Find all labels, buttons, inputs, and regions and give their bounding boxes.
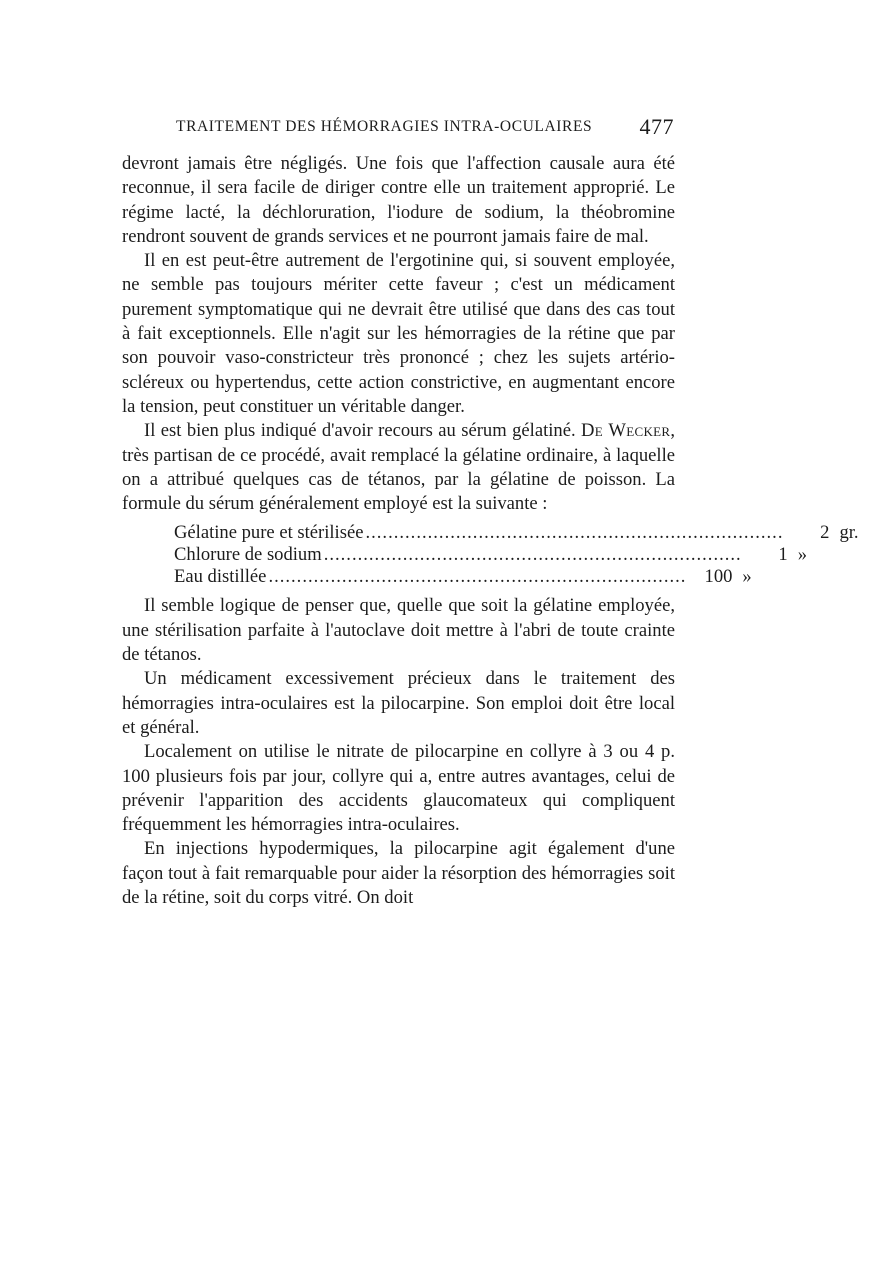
formula-ingredient: Chlorure de sodium [174,544,322,566]
paragraph-serum-gelatine [122,419,675,516]
page-number: 477 [639,114,674,139]
formula-row [174,544,807,566]
paragraph-continued: devront jamais être négligés. Une fois que l'affection causale aura été reconnue, il sera facile de diriger contre elle un traitement approprié. Le régime lacté, la déchloruration, l'iodure de sodium, la théobromine rendront souvent de grands services et ne pourront jamais faire de mal. [122,153,675,247]
formula-unit: » [742,566,752,588]
paragraph-injections: En injections hypodermiques, la pilocarpine agit également d'une façon tout à fait remarquable pour aider la résorption des hémorragies soit de la rétine, soit du corps vitré. On doit [122,838,675,909]
formula-row [174,566,752,588]
formula-quantity: 1 [778,544,788,566]
formula-quantity: 100 [704,566,733,588]
formula-quantity: 2 [820,522,830,544]
serum-formula [174,522,859,588]
formula-unit: gr. [839,522,859,544]
formula-ingredient: Gélatine pure et stérilisée [174,522,364,544]
body-text [122,152,859,910]
paragraph-sterilisation: Il semble logique de penser que, quelle que soit la gélatine employée, une stérilisation parfaite à l'autoclave doit mettre à l'abri de toute crainte de tétanos. [122,595,675,666]
paragraph-ergotinine: Il en est peut-être autrement de l'ergotinine qui, si souvent employée, ne semble pas toujours mériter cette faveur ; c'est un médicament purement symptomatique qui ne devrait être utilisé que dans des cas tout à fait exceptionnels. Elle n'agit sur les hémorragies de la rétine que par son pouvoir vaso-constricteur très prononcé ; chez les sujets artério-scléreux ou hypertendus, cette action constrictive, en augmentant encore la tension, peut constituer un véritable danger. [122,250,675,417]
formula-row [174,522,859,544]
paragraph-pilocarpine: Un médicament excessivement précieux dans le traitement des hémorragies intra-oculaires est la pilocarpine. Son emploi doit être local et général. [122,668,675,738]
paragraph-collyre: Localement on utilise le nitrate de pilocarpine en collyre à 3 ou 4 p. 100 plusieurs fois par jour, collyre qui a, entre autres avantages, celui de prévenir l'apparition des accidents glaucomateux qui compliquent fréquemment les hémorragies intra-oculaires. [122,741,675,836]
formula-ingredient: Eau distillée [174,566,267,588]
running-head [176,116,676,140]
leader-dots: .......................................................................... [268,566,687,588]
author-name: De Wecker [581,420,671,442]
leader-dots: .......................................................................... [365,522,784,544]
running-title: TRAITEMENT DES HÉMORRAGIES INTRA-OCULAIRES [176,118,593,135]
paragraph-text: , très partisan de ce procédé, avait remplacé la gélatine ordinaire, à laquelle on a attribué quelques cas de tétanos, par la gélatine de poisson. La formule du sérum généralement employé est la suivante : [122,420,675,515]
leader-dots: .......................................................................... [323,544,742,566]
paragraph-text: Il est bien plus indiqué d'avoir recours au sérum gélatiné. [144,420,576,442]
formula-unit: » [797,544,807,566]
